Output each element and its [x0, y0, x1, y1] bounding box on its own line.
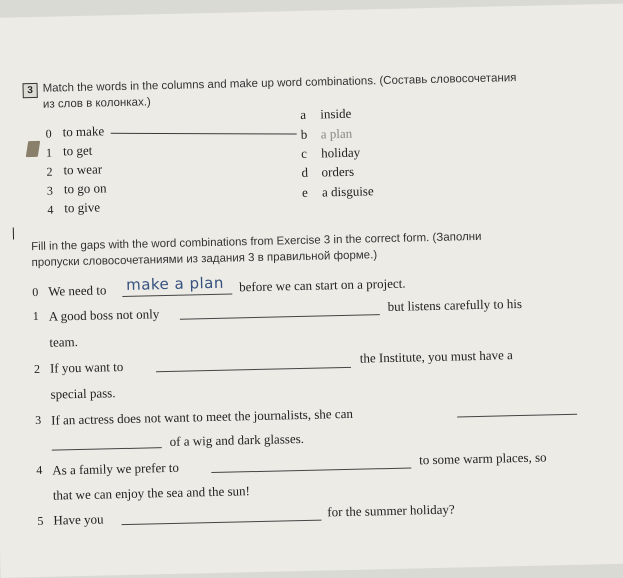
workbook-page	[0, 3, 623, 578]
left-item-3-text: to go on	[63, 180, 107, 197]
item-0-text-a: We need to	[48, 282, 107, 299]
left-item-4-num: 4	[47, 202, 54, 217]
left-item-2-text: to wear	[63, 161, 103, 178]
item-3-num: 3	[34, 412, 42, 428]
item-1-gap[interactable]	[180, 314, 380, 320]
right-item-b-text: a plan	[320, 125, 353, 142]
item-2-text-c: special pass.	[50, 385, 116, 402]
item-3-text-a: If an actress does not want to meet the journalists, she can	[50, 405, 354, 428]
exercise4-instruction-ru: пропуски словосочетаниями из задания 3 в правильной форме.)	[31, 249, 378, 270]
left-item-3-num: 3	[46, 183, 54, 198]
item-0-text-b: before we can start on a project.	[238, 275, 406, 295]
right-item-e-text: a disguise	[321, 183, 374, 200]
exercise3-title-en: Match the words in the columns and make up word combinations. (Составь словосочетания	[42, 72, 517, 95]
matching-line	[108, 121, 308, 146]
item-1-num: 1	[32, 308, 39, 324]
item-4-num: 4	[36, 462, 43, 478]
right-item-e-letter: e	[301, 184, 308, 200]
item-1-text-c: team.	[49, 334, 79, 350]
left-item-1-text: to get	[62, 142, 93, 159]
item-3-gap-b[interactable]	[52, 447, 162, 450]
right-item-d-text: orders	[321, 163, 355, 180]
item-5-text-b: for the summer holiday?	[327, 501, 455, 520]
right-item-c-letter: c	[300, 145, 308, 161]
item-4-text-a: As a family we prefer to	[52, 459, 180, 478]
right-item-c-text: holiday	[320, 144, 361, 161]
exercise-number-badge: 3	[22, 83, 37, 98]
item-2-text-a: If you want to	[49, 359, 124, 376]
item-4-gap[interactable]	[211, 468, 411, 474]
item-0-handwritten-answer: make a plan	[125, 273, 225, 294]
item-4-text-c: that we can enjoy the sea and the sun!	[52, 483, 251, 503]
left-item-1-num: 1	[45, 145, 53, 160]
item-5-text-a: Have you	[53, 511, 104, 528]
item-3-text-c: of a wig and dark glasses.	[169, 430, 305, 449]
exercise4-instruction-en: Fill in the gaps with the word combinations from Exercise 3 in the correct form. (Заполни	[31, 230, 482, 254]
item-3-gap-a[interactable]	[457, 414, 577, 418]
item-5-num: 5	[37, 513, 44, 529]
right-item-a-text: inside	[320, 105, 352, 122]
item-1-text-b: but listens carefully to his	[387, 295, 523, 315]
left-item-4-text: to give	[64, 199, 101, 216]
right-item-a-letter: a	[300, 106, 307, 122]
item-0-gap	[122, 294, 232, 297]
item-0-num: 0	[32, 284, 39, 300]
item-5-gap[interactable]	[122, 520, 322, 526]
item-4-text-b: to some warm places, so	[418, 449, 547, 468]
bookmark-icon	[26, 141, 40, 157]
left-item-2-num: 2	[46, 164, 53, 179]
left-item-0-text: to make	[62, 123, 105, 140]
right-item-b-letter: b	[300, 126, 308, 142]
exercise3-title-ru: из слов в колонках.)	[42, 96, 151, 111]
item-2-gap[interactable]	[156, 367, 351, 372]
right-item-d-letter: d	[301, 164, 309, 180]
left-item-0-num: 0	[45, 126, 52, 141]
item-2-num: 2	[33, 361, 41, 377]
item-1-text-a: A good boss not only	[48, 306, 160, 324]
item-2-text-b: the Institute, you must have a	[359, 347, 514, 366]
text-cursor	[13, 227, 14, 239]
